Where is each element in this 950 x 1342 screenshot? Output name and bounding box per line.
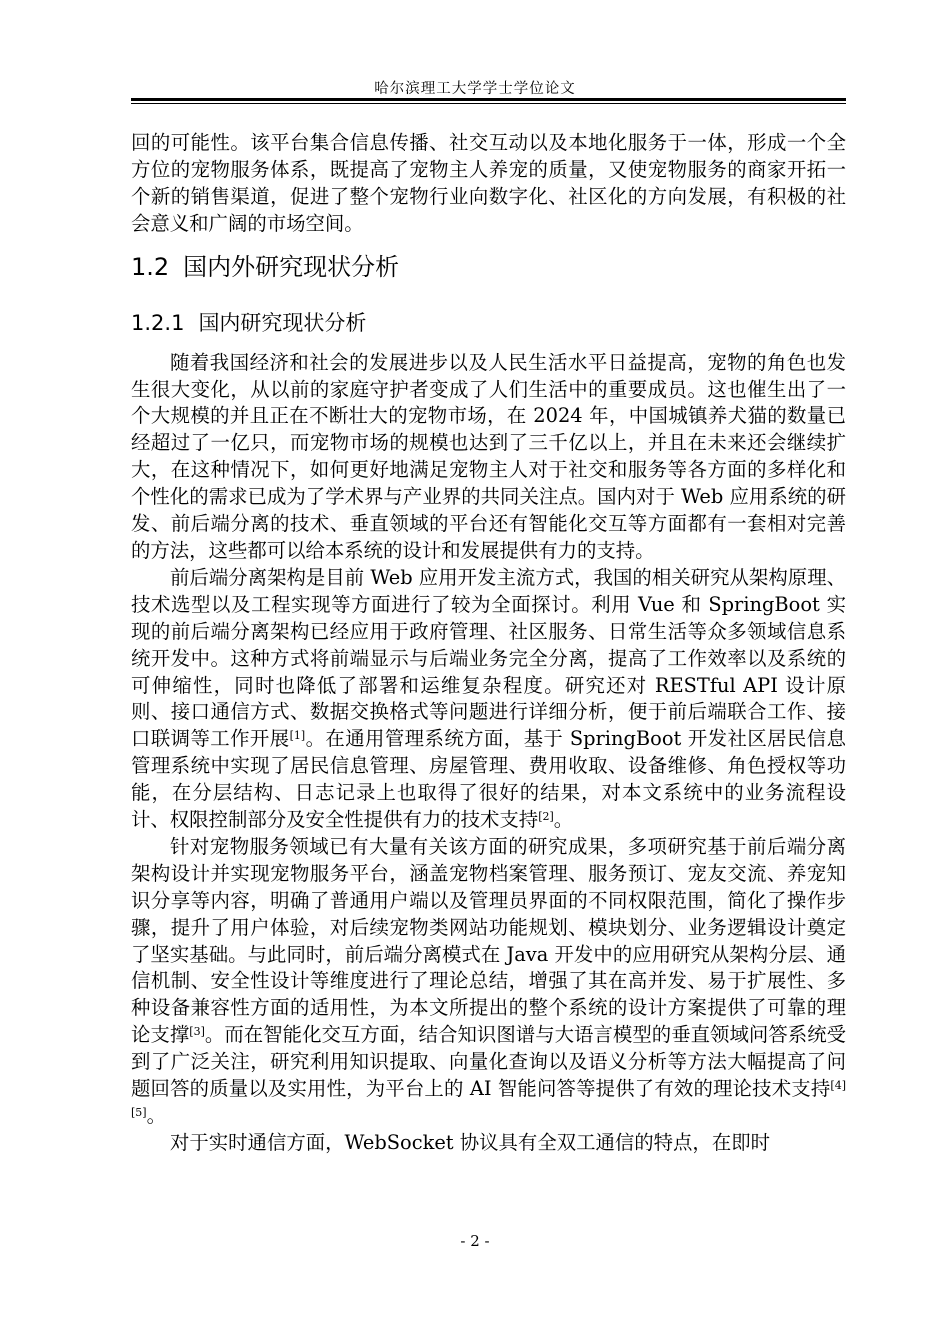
header-rule-thick <box>131 98 846 101</box>
running-header: 哈尔滨理工大学学士学位论文 <box>374 81 576 97</box>
citation-ref: [2] <box>538 810 554 824</box>
section-heading <box>131 238 846 296</box>
subsection-title: 国内研究现状分析 <box>198 310 367 335</box>
paragraph-text: 。在通用管理系统方面，基于 SpringBoot 开发社区居民信息管理系统中实现了居民信息管理、房屋管理、费用收取、设备维修、角色授权等功能，在分层结构、日志记录上也取得了很好的结果，对本文系统中的业务流程设计、权限控制部分及安全性提供有力的技术支持 <box>131 727 846 832</box>
paragraph-pet-service-research <box>131 834 846 1130</box>
paragraph-pet-market: 随着我国经济和社会的发展进步以及人民生活水平日益提高，宠物的角色也发生很大变化，从以前的家庭守护者变成了人们生活中的重要成员。这也催生出了一个大规模的并且正在不断壮大的宠物市场，在 2024 年，中国城镇养犬猫的数量已经超过了一亿只，而宠物市场的规模也达到了三千亿以上，并且在未来还会继续扩大，在这种情况下，如何更好地满足宠物主人对于社交和服务等各方面的多样化和个性化的需求已成为了学术界与产业界的共同关注点。国内对于 Web 应用系统的研发、前后端分离的技术、垂直领域的平台还有智能化交互等方面都有一套相对完善的方法，这些都可以给本系统的设计和发展提供有力的支持。 <box>131 350 846 562</box>
paragraph-continued: 回的可能性。该平台集合信息传播、社交互动以及本地化服务于一体，形成一个全方位的宠物服务体系，既提高了宠物主人养宠的质量，又使宠物服务的商家开拓一个新的销售渠道，促进了整个宠物行业向数字化、社区化的方向发展，有积极的社会意义和广阔的市场空间。 <box>131 131 846 235</box>
paragraph-text: 。 <box>553 808 574 832</box>
citation-ref: [3] <box>189 1025 205 1039</box>
paragraph-text: 。 <box>146 1104 166 1127</box>
section-number: 1.2 <box>131 252 170 281</box>
citation-ref: [4][5] <box>131 1079 846 1119</box>
section-title: 国内外研究现状分析 <box>183 252 400 281</box>
page-body <box>131 130 846 1157</box>
paragraph-text: 。而在智能化交互方面，结合知识图谱与大语言模型的垂直领域问答系统受到了广泛关注，研究利用知识提取、向量化查询以及语义分析等方法大幅提高了问题回答的质量以及实用性，为平台上的 AI 智能问答等提供了有效的理论技术支持 <box>131 1023 847 1101</box>
citation-ref: [1] <box>289 729 306 743</box>
paragraph-realtime-communication: 对于实时通信方面，WebSocket 协议具有全双工通信的特点，在即时 <box>170 1130 770 1154</box>
paragraph-frontend-backend <box>131 565 846 834</box>
subsection-number: 1.2.1 <box>131 310 185 335</box>
paragraph-text: 前后端分离架构是目前 Web 应用开发主流方式，我国的相关研究从架构原理、技术选型以及工程实现等方面进行了较为全面探讨。利用 Vue 和 SpringBoot 实现的前后端分离架构已经应用于政府管理、社区服务、日常生活等众多领域信息系统开发中。这种方式将前端显示与后端业务完全分离，提高了工作效率以及系统的可伸缩性，同时也降低了部署和运维复杂程度。研究还对 RESTful API 设计原则、接口通信方式、数据交换格式等问题进行详细分析，便于前后端联合工作、接口联调等工作开展 <box>131 565 846 751</box>
subsection-heading <box>131 296 846 350</box>
header-rule-thin <box>131 103 846 104</box>
page-number: - 2 - <box>460 1232 490 1250</box>
paragraph-text: 针对宠物服务领域已有大量有关该方面的研究成果，多项研究基于前后端分离架构设计并实现宠物服务平台，涵盖宠物档案管理、服务预订、宠友交流、养宠知识分享等内容，明确了普通用户端以及管理员界面的不同权限范围，简化了操作步骤，提升了用户体验，对后续宠物类网站功能规划、模块划分、业务逻辑设计奠定了坚实基础。与此同时，前后端分离模式在 Java 开发中的应用研究从架构分层、通信机制、安全性设计等维度进行了理论总结，增强了其在高并发、易于扩展性、多种设备兼容性方面的适用性，为本文所提出的整个系统的设计方案提供了可靠的理论支撑 <box>131 834 846 1047</box>
